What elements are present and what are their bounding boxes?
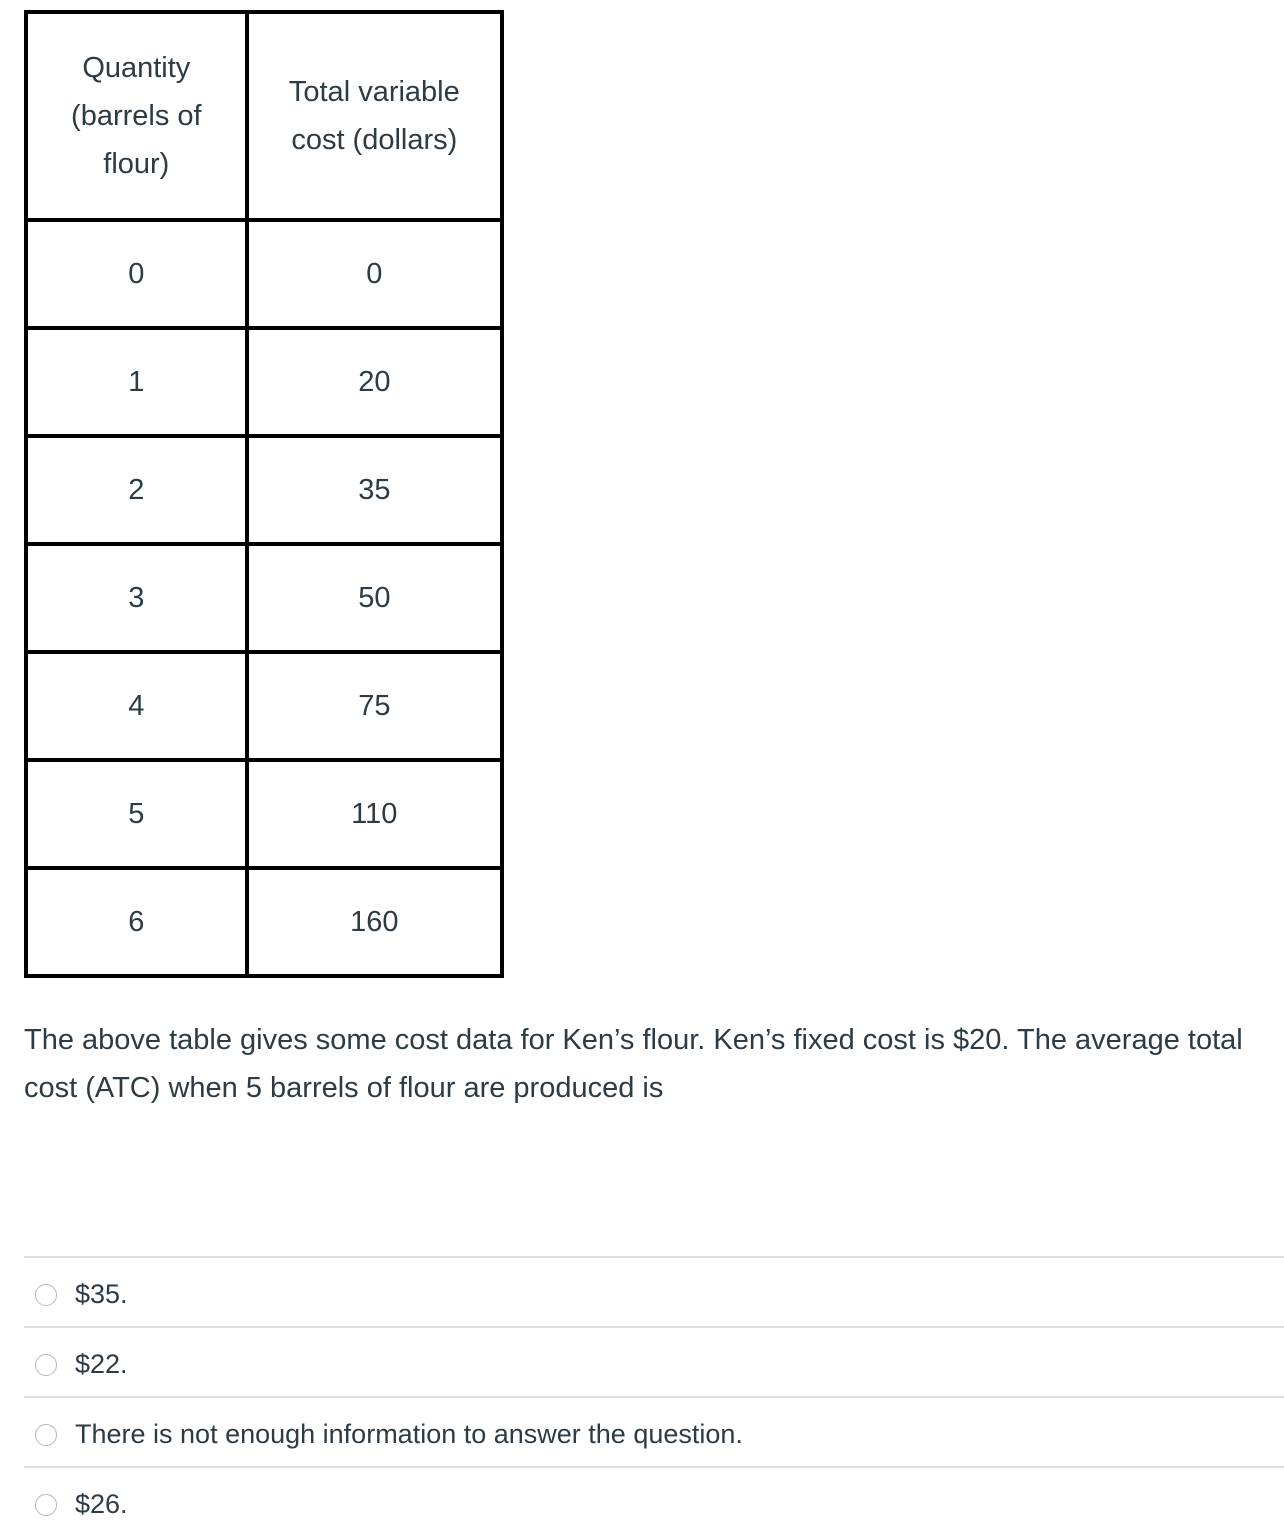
tvc-cell: 20 [247,328,502,436]
tvc-cell: 35 [247,436,502,544]
table-row [26,760,502,868]
table-row [26,436,502,544]
total-variable-cost-header: Total variable cost (dollars) [288,76,460,156]
answer-option[interactable] [24,1396,1284,1466]
radio-button[interactable] [35,1494,57,1516]
quantity-cell: 0 [26,220,247,328]
table-row [26,868,502,976]
answer-label[interactable]: There is not enough information to answer the question. [75,1419,743,1449]
table-row [26,652,502,760]
table-row [26,328,502,436]
answer-label[interactable]: $35. [75,1279,128,1309]
tvc-cell: 50 [247,544,502,652]
quantity-cell: 3 [26,544,247,652]
quantity-cell: 1 [26,328,247,436]
tvc-cell: 110 [247,760,502,868]
answer-list [24,1256,1284,1532]
quantity-header: Quantity (barrels of flour) [71,52,202,180]
tvc-cell: 0 [247,220,502,328]
tvc-cell: 160 [247,868,502,976]
radio-button[interactable] [35,1284,57,1306]
radio-button[interactable] [35,1424,57,1446]
answer-label[interactable]: $22. [75,1349,128,1379]
quantity-cell: 2 [26,436,247,544]
answer-option[interactable] [24,1466,1284,1532]
answer-label[interactable]: $26. [75,1489,128,1519]
tvc-cell: 75 [247,652,502,760]
question-text: The above table gives some cost data for Ken’s flour. Ken’s fixed cost is $20. The average total cost (ATC) when 5 barrels of flour are produced is [24,1024,1243,1104]
table-header-cell [247,12,502,220]
table-row [26,220,502,328]
radio-button[interactable] [35,1354,57,1376]
quantity-cell: 5 [26,760,247,868]
quantity-cell: 4 [26,652,247,760]
quantity-cell: 6 [26,868,247,976]
cost-data-table [24,10,504,978]
answer-option[interactable] [24,1326,1284,1396]
answer-option[interactable] [24,1256,1284,1326]
table-header-row [26,12,502,220]
table-header-cell [26,12,247,220]
table-row [26,544,502,652]
